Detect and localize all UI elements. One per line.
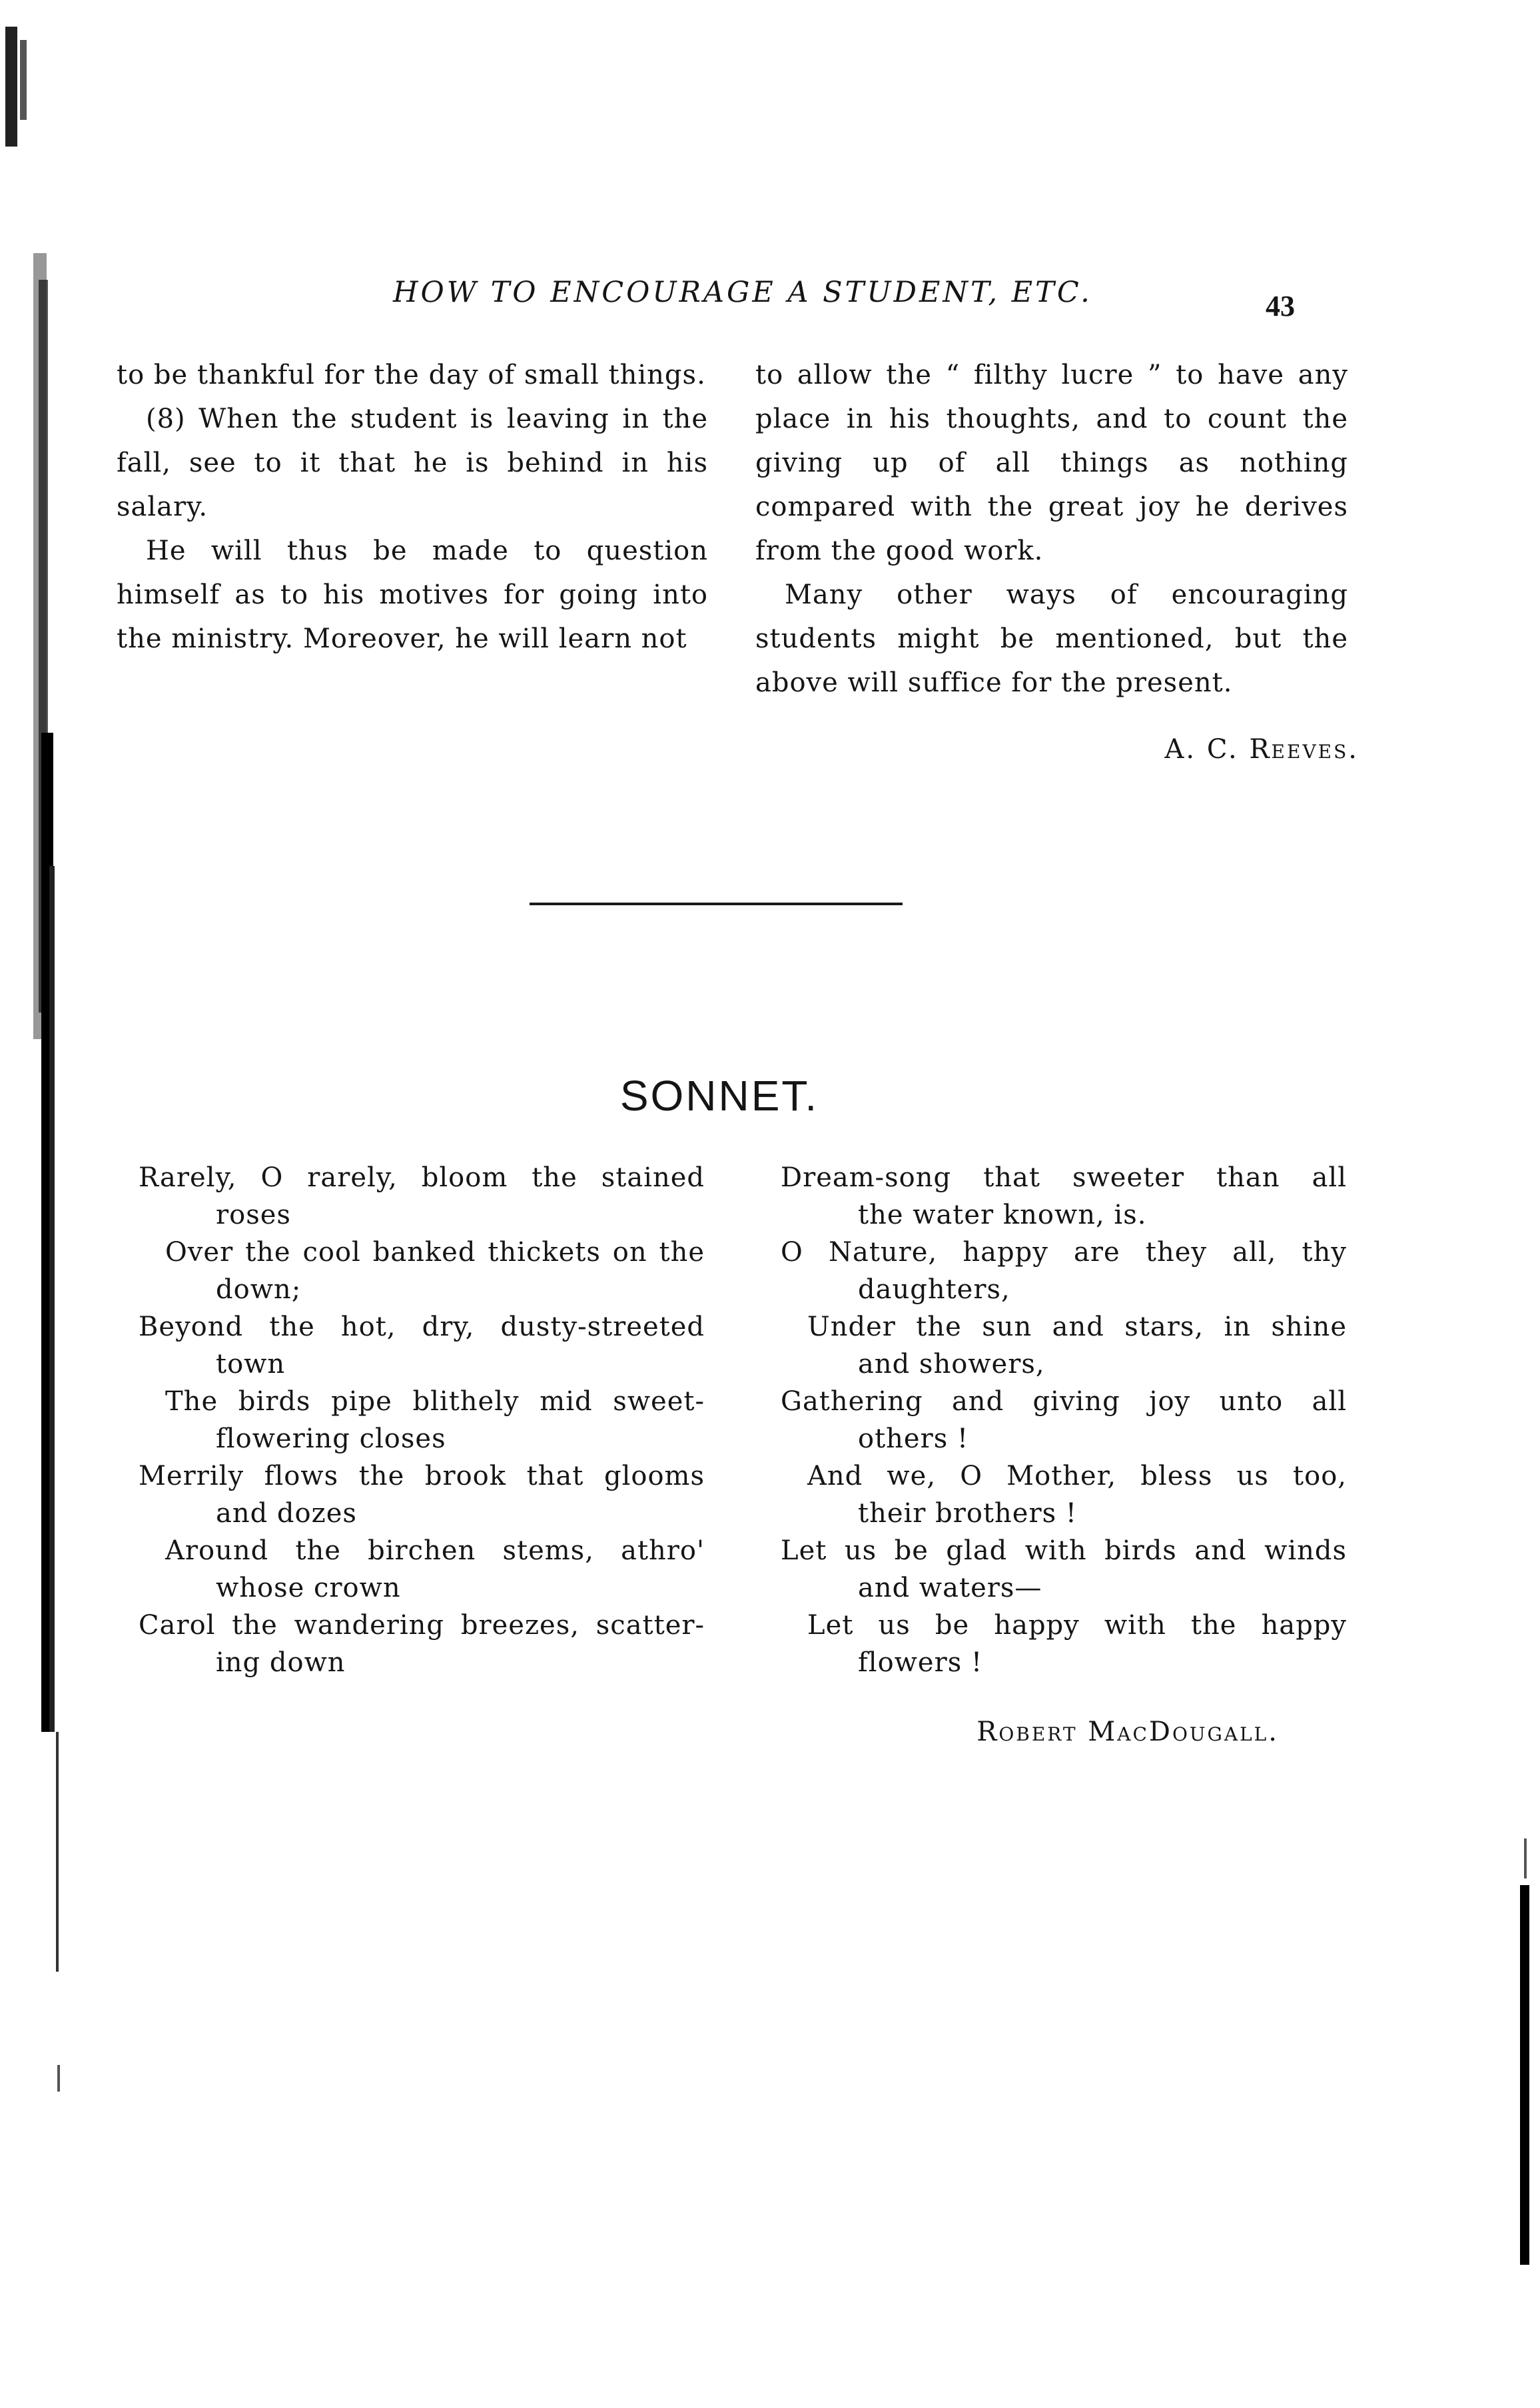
poem-line-continuation: ing down bbox=[216, 1647, 346, 1678]
poem-line-text: Dream-song that sweeter than all bbox=[781, 1162, 1347, 1193]
poem-line bbox=[139, 1234, 705, 1308]
poem-line bbox=[139, 1159, 705, 1234]
poem-line-text: Around the birchen stems, athro' bbox=[165, 1535, 705, 1566]
poem-line-continuation: whose crown bbox=[216, 1573, 401, 1603]
poem-line-text: Over the cool banked thickets on the bbox=[165, 1237, 705, 1268]
poem-line-continuation: daughters, bbox=[858, 1274, 1010, 1305]
poem-right-column bbox=[781, 1159, 1347, 1681]
poem-line-text: Under the sun and stars, in shine bbox=[807, 1312, 1347, 1342]
poem-line-continuation: down; bbox=[216, 1274, 302, 1305]
poem-line-text: Gathering and giving joy unto all bbox=[781, 1386, 1347, 1417]
poem-line-continuation: and dozes bbox=[216, 1498, 357, 1529]
article-paragraph: (8) When the student is leaving in the fall, see to it that he is behind in his salary. bbox=[117, 404, 708, 522]
poem-line-text: Rarely, O rarely, bloom the stained bbox=[139, 1162, 705, 1193]
poem-line bbox=[781, 1532, 1347, 1607]
poem-signature: Robert MacDougall. bbox=[976, 1717, 1279, 1747]
poem-title: SONNET. bbox=[619, 1072, 819, 1120]
poem-line bbox=[139, 1457, 705, 1532]
scan-edge-left bbox=[0, 0, 61, 2408]
article-signature: A. C. Reeves. bbox=[1164, 734, 1359, 765]
poem-left-column bbox=[139, 1159, 705, 1681]
poem-line bbox=[781, 1607, 1347, 1681]
poem-line-text: And we, O Mother, bless us too, bbox=[807, 1461, 1347, 1491]
poem-line-text: Carol the wandering breezes, scatter- bbox=[139, 1610, 705, 1641]
poem-line-continuation: and waters— bbox=[858, 1573, 1042, 1603]
poem-line bbox=[781, 1308, 1347, 1383]
running-header: HOW TO ENCOURAGE A STUDENT, ETC. bbox=[393, 276, 1092, 309]
poem-line bbox=[781, 1159, 1347, 1234]
article-paragraph: to be thankful for the day of small things. bbox=[117, 360, 706, 390]
page-number: 43 bbox=[1266, 290, 1295, 322]
article-paragraph: to allow the “ filthy lucre ” to have any place in his thoughts, and to count the giving up of all things as nothing compared with the great joy he derives from the good work. bbox=[755, 360, 1348, 566]
poem-line-text: Let us be glad with birds and winds bbox=[781, 1535, 1347, 1566]
poem-line-text: Merrily flows the brook that glooms bbox=[139, 1461, 705, 1491]
poem-line-continuation: roses bbox=[216, 1200, 291, 1230]
scan-edge-right bbox=[1507, 1838, 1533, 2265]
poem-line bbox=[139, 1607, 705, 1681]
poem-line-continuation: the water known, is. bbox=[858, 1200, 1147, 1230]
poem-line-text: O Nature, happy are they all, thy bbox=[781, 1237, 1347, 1268]
poem-line-continuation: flowering closes bbox=[216, 1423, 446, 1454]
poem-line bbox=[781, 1457, 1347, 1532]
article-paragraph: He will thus be made to question himself as to his motives for going into the ministry. Moreover, he will learn not bbox=[117, 536, 708, 654]
article-paragraph: Many other ways of encouraging students might be mentioned, but the above will suffice for the present. bbox=[755, 580, 1348, 698]
poem-line-continuation: flowers ! bbox=[858, 1647, 983, 1678]
section-divider bbox=[530, 903, 903, 905]
poem-line bbox=[139, 1308, 705, 1383]
poem-line-continuation: their brothers ! bbox=[858, 1498, 1077, 1529]
poem-line bbox=[781, 1234, 1347, 1308]
article-left-column bbox=[117, 353, 708, 661]
poem-line-continuation: and showers, bbox=[858, 1349, 1045, 1380]
poem-line-continuation: town bbox=[216, 1349, 286, 1380]
poem-line-continuation: others ! bbox=[858, 1423, 969, 1454]
poem-line bbox=[139, 1383, 705, 1457]
poem-line-text: Let us be happy with the happy bbox=[807, 1610, 1347, 1641]
article-right-column bbox=[755, 353, 1348, 705]
poem-line bbox=[139, 1532, 705, 1607]
poem-line bbox=[781, 1383, 1347, 1457]
poem-line-text: Beyond the hot, dry, dusty-streeted bbox=[139, 1312, 705, 1342]
poem-line-text: The birds pipe blithely mid sweet- bbox=[165, 1386, 705, 1417]
